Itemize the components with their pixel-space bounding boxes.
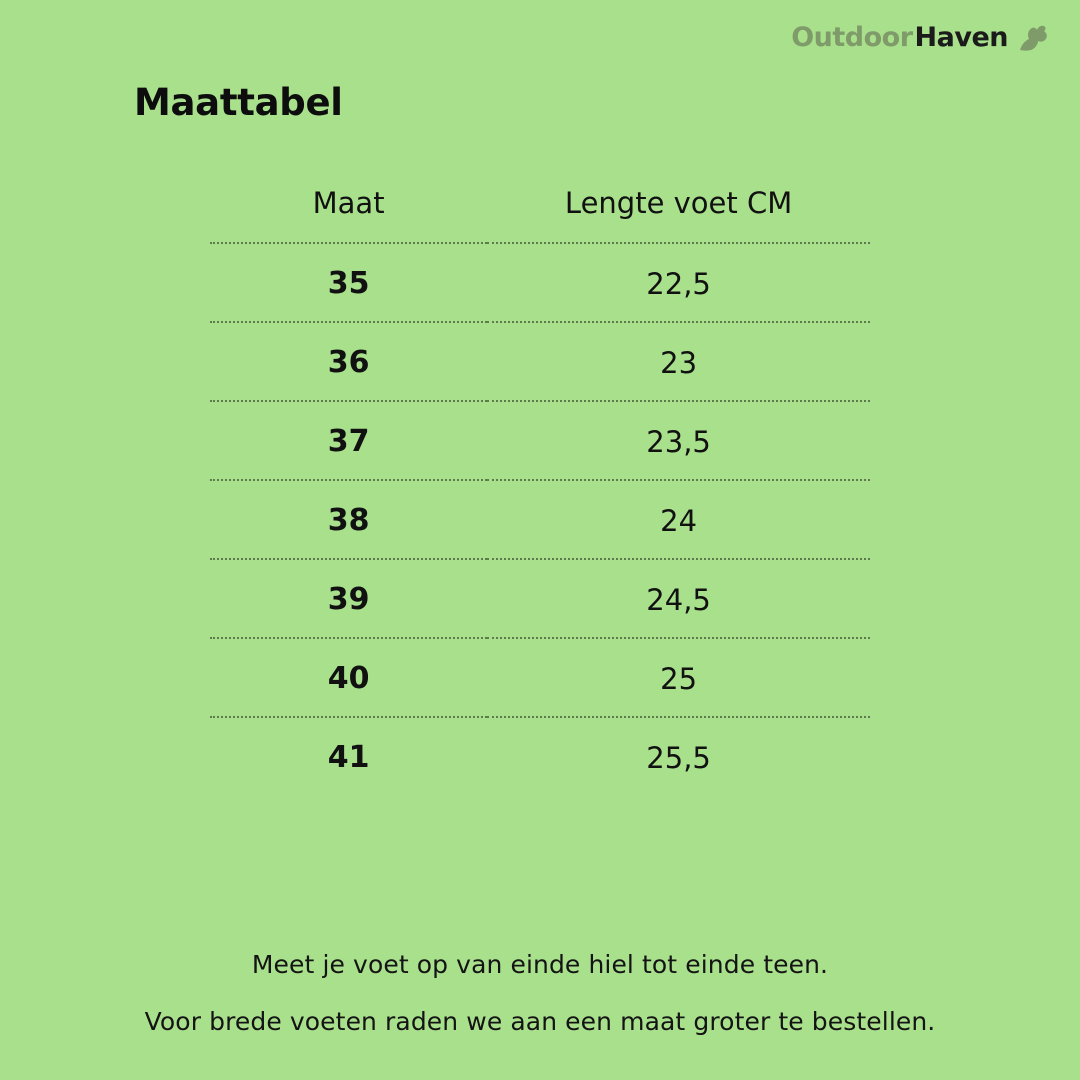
table-row (210, 638, 870, 717)
cell-maat: 39 (210, 559, 487, 638)
cell-lengte: 24,5 (487, 559, 870, 638)
table-head (210, 178, 870, 243)
cell-maat: 41 (210, 717, 487, 795)
table-row (210, 559, 870, 638)
footer-notes (0, 950, 1080, 1036)
table-row (210, 401, 870, 480)
table-row (210, 480, 870, 559)
note-measure-instruction: Meet je voet op van einde hiel tot einde teen. (251, 950, 829, 979)
cell-maat: 40 (210, 638, 487, 717)
cell-lengte: 22,5 (487, 243, 870, 322)
brand-logo (791, 22, 1050, 53)
page-title: Maattabel (134, 80, 343, 124)
cell-maat: 35 (210, 243, 487, 322)
cell-maat: 36 (210, 322, 487, 401)
cell-lengte: 25,5 (487, 717, 870, 795)
table-row (210, 717, 870, 795)
cell-lengte: 23 (487, 322, 870, 401)
size-table (210, 178, 870, 795)
column-header-maat: Maat (312, 186, 385, 220)
table-header-row (210, 178, 870, 243)
cell-maat: 38 (210, 480, 487, 559)
cell-lengte: 23,5 (487, 401, 870, 480)
size-table-container (210, 178, 870, 795)
table-body (210, 243, 870, 795)
table-row (210, 243, 870, 322)
kangaroo-icon (1016, 24, 1050, 52)
cell-lengte: 25 (487, 638, 870, 717)
note-wide-feet-advice: Voor brede voeten raden we aan een maat groter te bestellen. (144, 1007, 936, 1036)
cell-maat: 37 (210, 401, 487, 480)
brand-name-secondary: Haven (914, 22, 1008, 53)
cell-lengte: 24 (487, 480, 870, 559)
column-header-lengte: Lengte voet CM (564, 186, 793, 220)
brand-name-primary: Outdoor (791, 22, 913, 53)
table-row (210, 322, 870, 401)
